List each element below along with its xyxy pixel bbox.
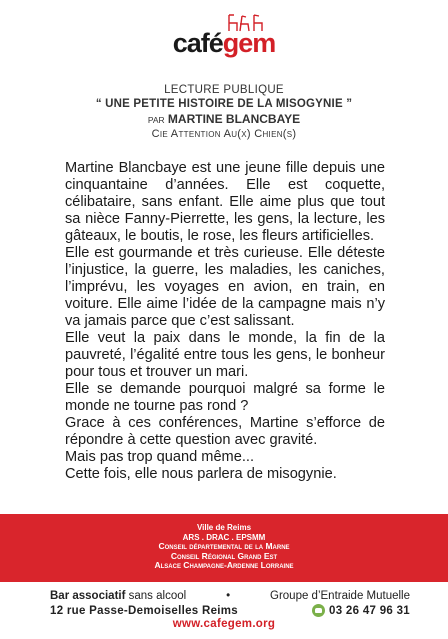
website-link[interactable]: www.cafegem.org: [172, 618, 276, 630]
logo-text-gem: gem: [222, 28, 276, 58]
event-type: LECTURE PUBLIQUE: [164, 84, 284, 96]
sponsor-line: Ville de Reims: [196, 523, 252, 532]
sponsor-line: Conseil départemental de la Marne: [158, 541, 290, 552]
paragraph: Elle est gourmande et très curieuse. Elle déteste l’injustice, la guerre, les maladies, les caniches, l’imprévu, les voyages en avion, en train, en voiture. Elle aime l’idée de la campagne mais n’y va jamais parce que c’est salissant.: [65, 245, 385, 329]
paragraph: Elle se demande pourquoi malgré sa forme le monde ne tourne pas rond ?: [65, 381, 385, 414]
phone-icon: [312, 604, 325, 617]
logo-text-cafe: café: [172, 28, 223, 58]
company-name: Cie Attention Au(x) Chien(s): [151, 128, 297, 140]
chairs-icon: [225, 14, 265, 32]
paragraph: Cette fois, elle nous parlera de misogynie.: [65, 466, 337, 482]
sponsor-line: Alsace Champagne-Ardenne Lorraine: [154, 560, 294, 571]
sponsors-band: [0, 514, 448, 582]
logo-area: [0, 30, 448, 57]
address: 12 rue Passe-Demoiselles Reims: [50, 604, 238, 617]
paragraph: Martine Blancbaye est une jeune fille depuis une cinquantaine d’années. Elle est coquette, célibataire, sans enfant. Elle aime plus que tout sa nièce Fanny-Pierrette, les gens, la lecture, les gâteaux, le boutis, le rose, les fleurs artificielles.: [65, 160, 385, 244]
event-header: [0, 84, 448, 140]
bar-label: Bar associatif: [50, 590, 126, 602]
bar-note: sans alcool: [128, 590, 187, 602]
author-line: [0, 112, 448, 126]
paragraph: Grace à ces conférences, Martine s’efforce de répondre à cette question avec gravité.: [65, 415, 385, 448]
bar-description: [50, 590, 186, 602]
cafegem-logo: [173, 30, 276, 57]
event-title: “ UNE PETITE HISTOIRE DE LA MISOGYNIE ”: [95, 98, 353, 110]
phone-block: [312, 604, 410, 617]
bullet-separator: •: [226, 590, 231, 602]
paragraph: Elle veut la paix dans le monde, la fin de la pauvreté, l’égalité entre tous les gens, le bonheur pour tous et trouver un mari.: [65, 330, 385, 380]
sponsor-line: ARS . DRAC . EPSMM: [182, 532, 266, 542]
sponsor-line: Conseil Régional Grand Est: [170, 550, 278, 561]
description: [65, 160, 385, 483]
footer-row-contact: [50, 604, 410, 617]
by-label: PAR: [147, 115, 165, 125]
author-name: MARTINE BLANCBAYE: [167, 112, 301, 126]
phone-number: 03 26 47 96 31: [329, 604, 410, 617]
footer-row-bar: [50, 590, 410, 602]
group-name: Groupe d’Entraide Mutuelle: [270, 590, 410, 602]
paragraph: Mais pas trop quand même...: [65, 449, 254, 465]
